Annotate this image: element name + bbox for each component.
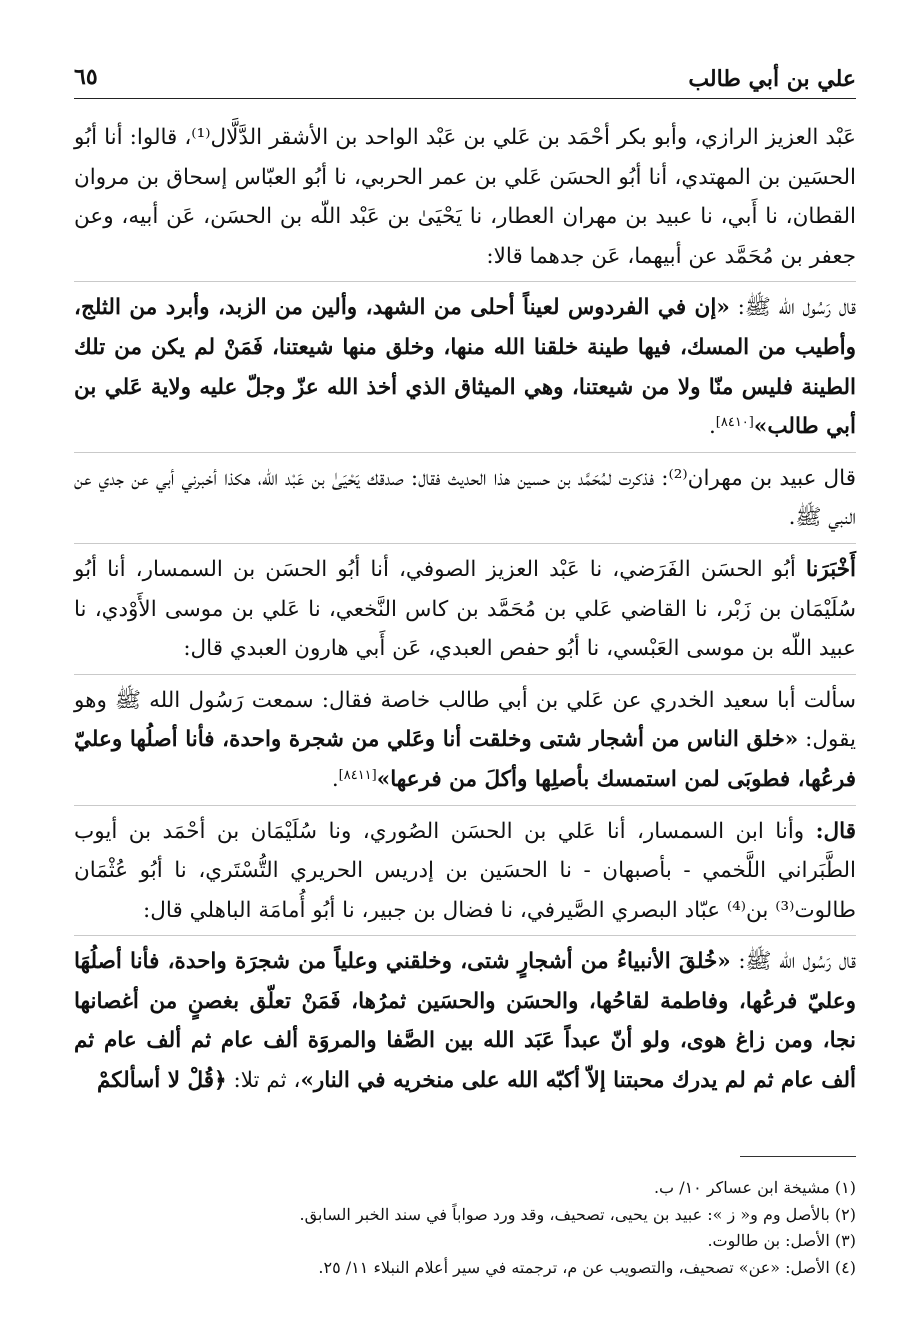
hadith-text: «خُلقَ الأنبياءُ من أشجارٍ شتى، وخلقني وعلياً من شجرَة واحدة، فأنا أصلُهَا وعليّ فرعُها، وفاطمة لقاحُها، والحسَن والحسَين ثمرُها، فَمَنْ تعلّق بغصنٍ من أغصانها نجا، ومن زاغ هوى، ولو أنّ عبداً عَبَد الله بين الصَّفا والمروَة ألف عام ثم ألف عام ثم ألف عام ثم لم يدرك محبتنا إلاّ أكبّه الله على منخريه في النار» — [74, 949, 856, 1094]
hadith-text: «خلق الناس من أشجار شتى وخلقت أنا وعَلي من شجرة واحدة، فأنا أصلُها وعليّ فرعُها، فطوبَى لمن استمسك بأصلِها وأكلَ من فرعها» — [74, 727, 856, 792]
hadith-reference: [٨٤١١] — [338, 767, 377, 783]
page-title: علي بن أبي طالب — [688, 66, 856, 92]
paragraph-isnad-2 — [74, 550, 856, 669]
paragraph-hadith-3 — [74, 942, 856, 1100]
divider — [74, 543, 856, 544]
hadith-reference: [٨٤١٠] — [715, 415, 754, 431]
footnote-rule — [740, 1156, 856, 1157]
divider — [74, 935, 856, 936]
footnote-2: (٢) بالأصل وم و« ز »: عبيد بن يحيى، تصحيف، وقد ورد صواباً في سند الخبر السابق. — [299, 1204, 856, 1224]
isnad-lead-word: أَخْبَرَنا — [805, 556, 856, 582]
hadith-intro: سألت أبا سعيد الخدري عن عَلي بن أبي طالب خاصة فقال: سمعت رَسُول الله ﷺ وهو يقول: — [74, 687, 856, 753]
footnote-1: (١) مشيخة ابن عساكر ١٠/ ب. — [653, 1178, 856, 1197]
divider — [74, 452, 856, 453]
paragraph-comment: قال عبيد بن مهران⁽²⁾: فذكرت لمُحَمَّد بن حسين هذا الحديث فقال: صدقك يَحْيَىٰ بن عَبْد الله، هكذا أخبرني أبي عن جدي عن النبي ﷺ. — [74, 465, 856, 531]
footnote-4: (٤) الأصل: «عن» تصحيف، والتصويب عن م، ترجمته في سير أعلام النبلاء ١١/ ٢٥. — [318, 1257, 856, 1277]
paragraph-isnad-1: عَبْد العزيز الرازي، وأبو بكر أحْمَد بن عَلي بن عَبْد الواحد بن الأشقر الدَّلَّال⁽¹⁾، قالوا: أنا أبُو الحسَين بن المهتدي، أنا أبُو الحسَن عَلي بن عمر الحربي، نا أبُو العبّاس إسحاق بن مروان القطان، نا أَبي، نا عبيد بن مهران العطار، نا يَحْيَىٰ بن عَبْد اللّه بن الحسَن، عَن أبيه، وعن جعفر بن مُحَمَّد عن أبيهما، عَن جدهما قالا: — [74, 125, 856, 269]
hadith-text: «إن في الفردوس لعيناً أحلى من الشهد، وألين من الزبد، وأبرد من الثلج، وأطيب من المسك، فيها طينة خلقنا الله منها، وخلق منها شيعتنا، فَمَنْ لم يكن من تلك الطينة فليس منّا ولا من شيعتنا، وهي الميثاق الذي أخذ الله عزّ وجلّ عليه ولاية عَلي بن أبي طالب» — [74, 295, 856, 440]
footnotes — [74, 1175, 856, 1281]
paragraph-hadith-2: سألت أبا سعيد الخدري عن عَلي بن أبي طالب خاصة فقال: سمعت رَسُول الله ﷺ وهو يقول: «خلق الناس من أشجار شتى وخلقت أنا وعَلي من شجرة واحدة، فأنا أصلُها وعليّ فرعُها، فطوبَى لمن استمسك بأصلِها وأكلَ من فرعها»[٨٤١١]. — [74, 687, 856, 792]
hadith-intro: قال رَسُول الله ﷺ: — [729, 295, 856, 321]
quran-verse: ﴿قُلْ لا أسألكمْ — [96, 1068, 227, 1094]
isnad-text: وأنا ابن السمسار، أنا عَلي بن الحسَن الصُوري، ونا سُلَيْمَان بن أحْمَد بن أيوب الطَّبَراني اللَّخمي - بأصبهان - نا الحسَين بن إدريس الحريري التُّسْتَري، نا أبُو عُثْمَان طالوت⁽³⁾ بن⁽⁴⁾ عبّاد البصري الصَّيرفي، نا فضال بن جبير، نا أبُو أُمامَة الباهلي قال: — [74, 818, 856, 923]
divider — [74, 674, 856, 675]
isnad-lead-word: قال: — [815, 818, 856, 844]
paragraph-isnad-3 — [74, 812, 856, 931]
divider — [74, 805, 856, 806]
footnote-3: (٣) الأصل: بن طالوت. — [707, 1231, 856, 1250]
paragraph-hadith-1: قال رَسُول الله ﷺ: «إن في الفردوس لعيناً أحلى من الشهد، وألين من الزبد، وأبرد من الثلج، وأطيب من المسك، فيها طينة خلقنا الله منها، وخلق منها شيعتنا، فَمَنْ لم يكن من تلك الطينة فليس منّا ولا من شيعتنا، وهي الميثاق الذي أخذ الله عزّ وجلّ عليه ولاية عَلي بن أبي طالب»[٨٤١٠]. — [74, 295, 856, 440]
page-number: ٦٥ — [74, 64, 98, 90]
divider — [74, 281, 856, 282]
page-header — [74, 62, 856, 99]
isnad-text: أبُو الحسَن الفَرَضي، نا عَبْد العزيز الصوفي، أنا أبُو الحسَن بن السمسار، أنا أبُو سُلَيْمَان بن زَبْر، نا القاضي عَلي بن مُحَمَّد بن كاس النَّخعي، نا عَلي بن موسى الأَوْدي، نا عبيد اللّه بن موسى العَبْسي، نا أبُو حفص العبدي، عَن أَبي هارون العبدي قال: — [74, 556, 856, 662]
main-text — [74, 118, 856, 1101]
hadith-intro: قال رَسُول الله ﷺ: — [730, 949, 856, 975]
hadith-tail: ، ثم تلا: — [226, 1068, 301, 1094]
